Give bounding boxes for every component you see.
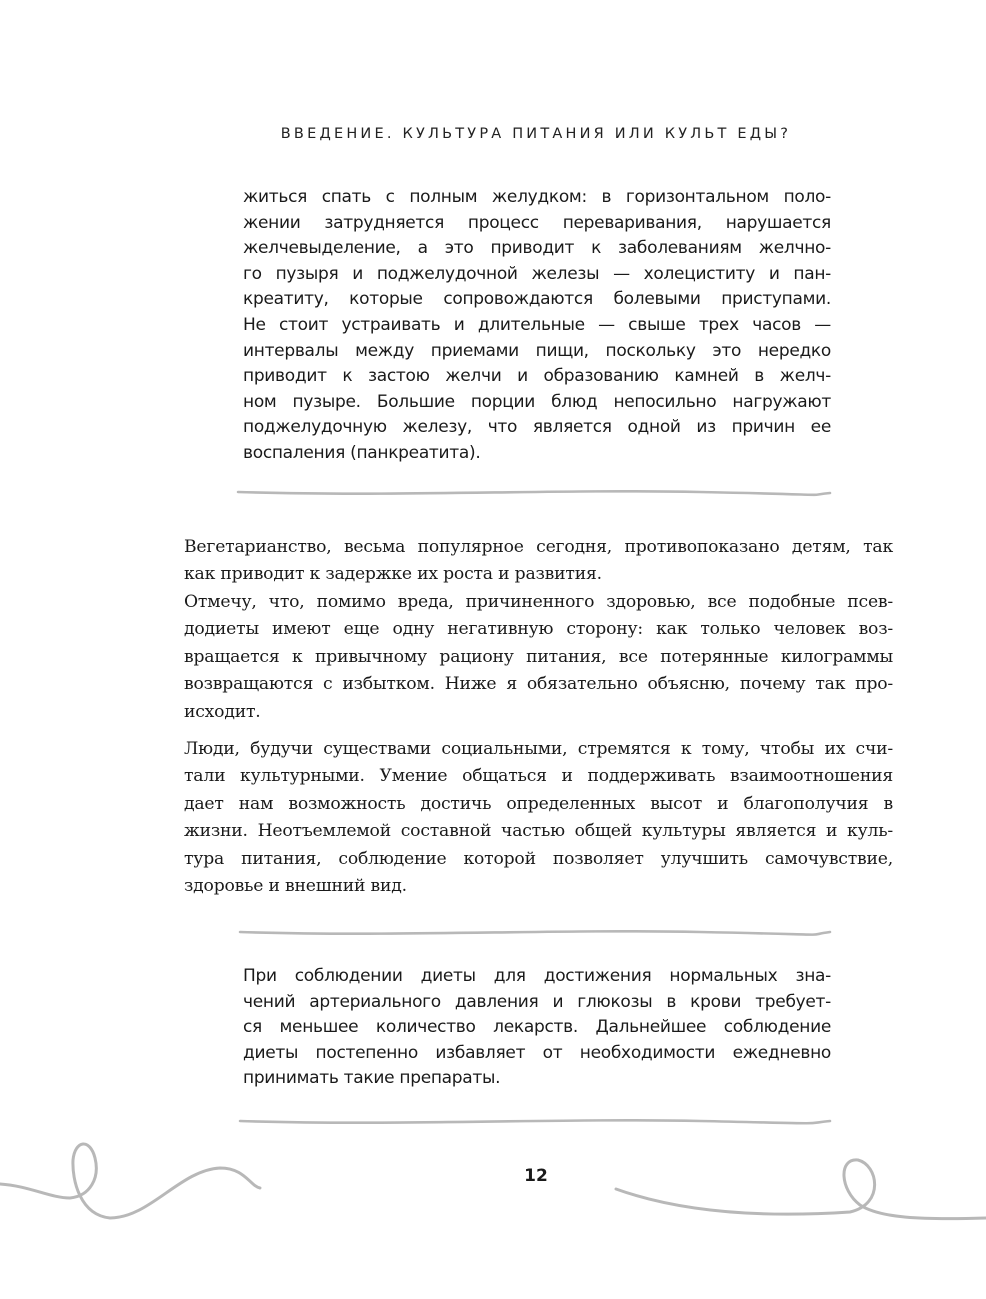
- squiggle-divider: [240, 1120, 830, 1123]
- squiggle-divider: [240, 931, 830, 934]
- text-line: как приводит к задержке их роста и развития.: [184, 564, 602, 585]
- flourish-left: [0, 1144, 260, 1218]
- text-line: Люди, будучи существами социальными, стремятся к тому, чтобы их счи-: [184, 739, 893, 759]
- text-line: вращается к привычному рациону питания, все потерянные килограммы: [184, 646, 893, 667]
- text-line: дает нам возможность достичь определенных высот и благополучия в: [184, 793, 893, 814]
- sidebar-box-1: [243, 185, 831, 467]
- box-line: интервалы между приемами пищи, поскольку это нередко: [243, 340, 831, 361]
- text-line: Отмечу, что, помимо вреда, причиненного здоровью, все подобные псев-: [184, 592, 893, 612]
- box-line: житься спать с полным желудком: в горизонтальном поло-: [243, 187, 831, 207]
- box-line: чений артериального давления и глюкозы в крови требует-: [243, 991, 831, 1012]
- box-line: диеты постепенно избавляет от необходимости ежедневно: [243, 1042, 831, 1063]
- box-line: поджелудочную железу, что является одной из причин ее: [243, 417, 831, 438]
- box-line: ся меньшее количество лекарств. Дальнейшее соблюдение: [243, 1017, 831, 1038]
- text-line: тура питания, соблюдение которой позволяет улучшить самочувствие,: [184, 848, 893, 869]
- running-header: ВВЕДЕНИЕ. КУЛЬТУРА ПИТАНИЯ ИЛИ КУЛЬТ ЕДЫ?: [280, 126, 792, 142]
- text-line: жизни. Неотъемлемой составной частью общей культуры является и куль-: [184, 821, 893, 842]
- text-line: додиеты имеют еще одну негативную сторону: как только человек воз-: [184, 619, 893, 640]
- paragraph-food-culture: [184, 736, 893, 900]
- box-line: Не стоит устраивать и длительные — свыше трех часов —: [243, 314, 831, 335]
- box-line: При соблюдении диеты для достижения нормальных зна-: [243, 966, 831, 986]
- paragraph-pseudodiets: [184, 589, 893, 726]
- sidebar-box-2: [243, 964, 831, 1092]
- flourish-right: [616, 1160, 986, 1219]
- box-line: воспаления (панкреатита).: [243, 442, 481, 463]
- box-line: приводит к застою желчи и образованию камней в желч-: [243, 366, 831, 387]
- box-line: принимать такие препараты.: [243, 1068, 501, 1089]
- box-line: ном пузыре. Большие порции блюд непосильно нагружают: [243, 391, 831, 412]
- paragraph-vegetarianism: [184, 534, 893, 589]
- text-line: тали культурными. Умение общаться и поддерживать взаимоотношения: [184, 766, 893, 787]
- squiggle-divider: [238, 491, 830, 495]
- text-line: Вегетарианство, весьма популярное сегодня, противопоказано детям, так: [184, 537, 893, 557]
- text-line: возвращаются с избытком. Ниже я обязательно объясню, почему так про-: [184, 674, 893, 695]
- box-line: креатиту, которые сопровождаются болевыми приступами.: [243, 289, 831, 310]
- box-line: жении затрудняется процесс переваривания, нарушается: [243, 212, 831, 233]
- page-number: 12: [524, 1166, 548, 1186]
- text-line: здоровье и внешний вид.: [184, 876, 407, 897]
- box-line: го пузыря и поджелудочной железы — холециститу и пан-: [243, 263, 831, 284]
- box-line: желчевыделение, а это приводит к заболеваниям желчно-: [243, 238, 831, 259]
- text-line: исходит.: [184, 701, 261, 722]
